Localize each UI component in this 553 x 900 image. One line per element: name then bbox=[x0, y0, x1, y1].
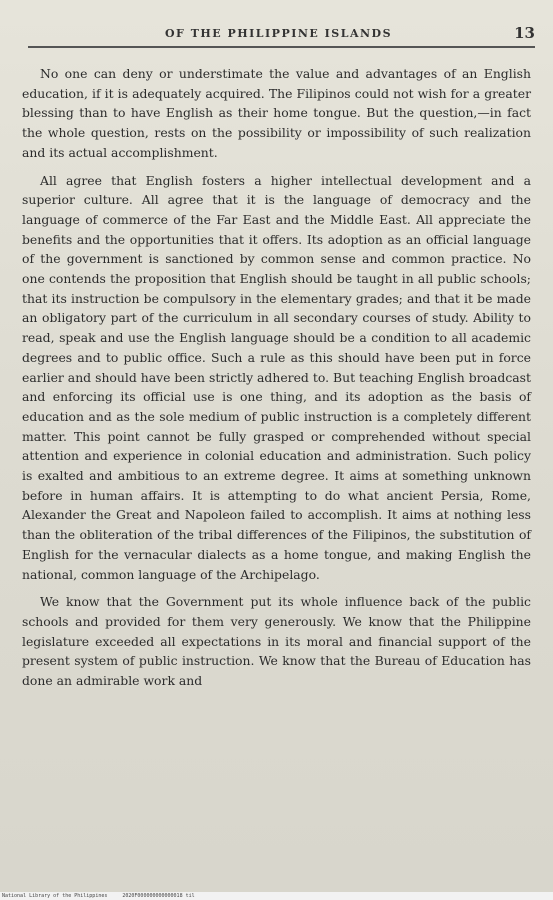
scan-footer bbox=[0, 892, 553, 900]
paragraph-3: We know that the Government put its whole influence back of the public schools and provided for them very generously. We know that the Philippine legislature exceeded all expectations in its moral and financial support of the present system of public instruction. We know that the Bureau of Education has done an admirable work and bbox=[22, 594, 531, 689]
header-rule bbox=[28, 46, 535, 48]
page-number: 13 bbox=[514, 24, 535, 42]
running-head: OF THE PHILIPPINE ISLANDS bbox=[164, 27, 393, 40]
footer-code: 2020F000000000000018 til bbox=[122, 893, 195, 899]
paragraph-2: All agree that English fosters a higher intellectual development and a superior culture. All agree that it is the language of democracy and the language of commerce of the Far East and the Middle East. All appreciate the benefits and the opportunities that it offers. Its adoption as an official language of the government is sanctioned by common sense and common practice. No one contends the proposition that English should be taught in all public schools; that its instruction be compulsory in the elementary grades; and that it be made an obligatory part of the curriculum in all secondary courses of study. Ability to read, speak and use the English language should be a condition to all academic degrees and to public office. Such a rule as this should have been put in force earlier and should have been strictly adhered to. But teaching English broadcast and enforcing its official use is one thing, and its adoption as the basis of education and as the sole medium of public instruction is a completely different matter. This point cannot be fully grasped or comprehended without special attention and experience in colonial education and administration. Such policy is exalted and ambitious to an extreme degree. It aims at something unknown before in human affairs. It is attempting to do what ancient Persia, Rome, Alexander the Great and Napoleon failed to accomplish. It aims at nothing less than the obliteration of the tribal differences of the Filipinos, the substitution of English for the vernacular dialects as a home tongue, and making English the national, common language of the Archipelago. bbox=[22, 172, 531, 582]
footer-source: National Library of the Philippines bbox=[2, 893, 108, 899]
page-header bbox=[20, 24, 537, 47]
body-text bbox=[22, 64, 531, 699]
paragraph-1: No one can deny or understimate the value and advantages of an English education, if it is adequately acquired. The Filipinos could not wish for a greater blessing than to have English as their home tongue. But the question,—in fact the whole question, rests on the possibility or impossibility of such realization and its actual accomplishment. bbox=[22, 66, 531, 160]
